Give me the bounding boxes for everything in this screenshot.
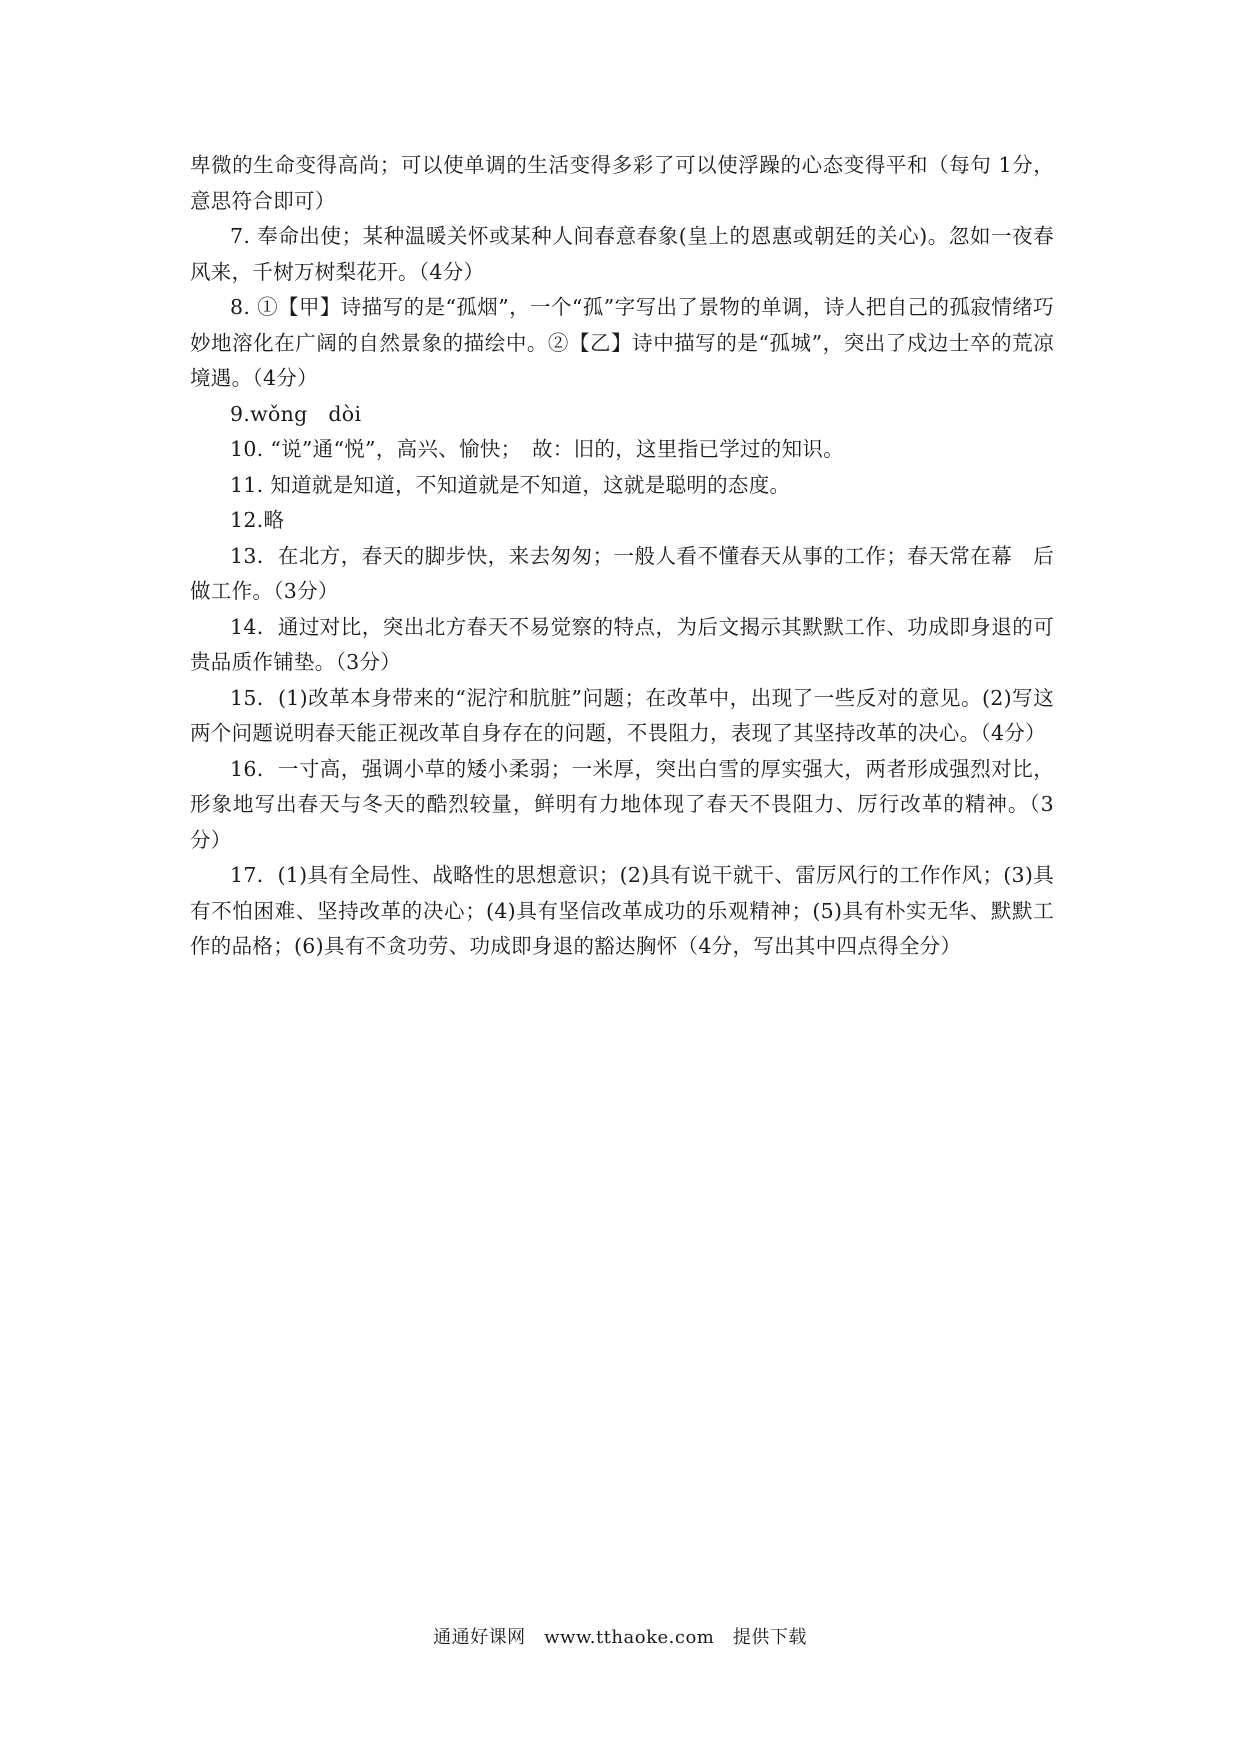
answer-7: 7. 奉命出使；某种温暖关怀或某种人间春意春象(皇上的恩惠或朝廷的关心)。忽如一夜春风来，千树万树梨花开。（4分） (190, 224, 1054, 284)
answer-14: 14．通过对比，突出北方春天不易觉察的特点，为后文揭示其默默工作、功成即身退的可贵品质作铺垫。（3分） (190, 614, 1054, 674)
answer-9: 9.wǒng dòi (230, 401, 362, 426)
answer-10: 10. “说”通“悦”，高兴、愉快； 故：旧的，这里指已学过的知识。 (230, 437, 844, 461)
answer-13: 13．在北方，春天的脚步快，来去匆匆；一般人看不懂春天从事的工作；春天常在幕 后做工作。（3分） (190, 543, 1054, 603)
answer-11: 11. 知道就是知道，不知道就是不知道，这就是聪明的态度。 (230, 472, 791, 497)
answer-17: 17．(1)具有全局性、战略性的思想意识；(2)具有说干就干、雷厉风行的工作作风；(3)具有不怕困难、坚持改革的决心；(4)具有坚信改革成功的乐观精神；(5)具有朴实无华、默默工作的品格；(6)具有不贪功劳、功成即身退的豁达胸怀（4分，写出其中四点得全分） (190, 863, 1054, 958)
page-footer: 通通好课网 www.tthaoke.com 提供下载 (433, 1627, 807, 1648)
answer-key-body (190, 148, 1054, 965)
answer-15: 15．(1)改革本身带来的“泥泞和肮脏”问题；在改革中，出现了一些反对的意见。(2)写这两个问题说明春天能正视改革自身存在的问题，不畏阻力，表现了其坚持改革的决心。（4分） (190, 685, 1054, 745)
answer-16: 16．一寸高，强调小草的矮小柔弱；一米厚，突出白雪的厚实强大，两者形成强烈对比，形象地写出春天与冬天的酷烈较量，鲜明有力地体现了春天不畏阻力、厉行改革的精神。（3分） (190, 756, 1054, 852)
answer-8: 8. ①【甲】诗描写的是“孤烟”，一个“孤”字写出了景物的单调，诗人把自己的孤寂情绪巧妙地溶化在广阔的自然景象的描绘中。②【乙】诗中描写的是“孤城”，突出了戍边士卒的荒凉境遇。（4分） (190, 295, 1054, 390)
answer-12: 12.略 (230, 508, 285, 532)
answer-continuation: 卑微的生命变得高尚；可以使单调的生活变得多彩了可以使浮躁的心态变得平和（每句 1分，意思符合即可） (190, 153, 1054, 213)
